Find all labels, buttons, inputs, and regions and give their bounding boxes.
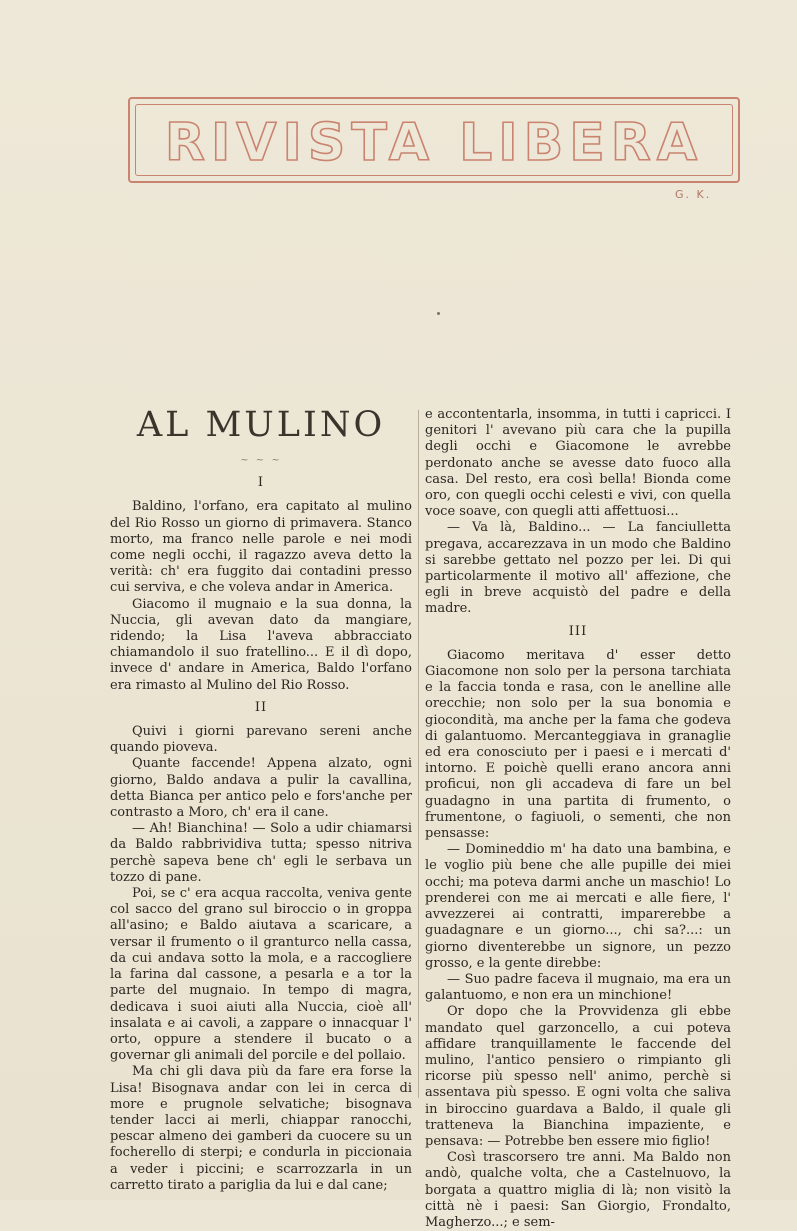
right-column [425, 407, 731, 1231]
paragraph: — Ah! Bianchina! — Solo a udir chiamarsi da Baldo rabbrividiva tutta; spesso nitriva perchè sapeva bene ch' egli le serbava un tozzo di pane. [110, 821, 412, 885]
paragraph: Ma chi gli dava più da fare era forse la Lisa! Bisognava andar con lei in cerca di more e prugnole selvatiche; bisognava tender lacci ai merli, chiappar ranocchi, pescar almeno dei gamberi da cuocere su un focherello di sterpi; e condurla in piccionaia a veder i piccini; e scarrozzarla in un carretto tirato a pariglia da lui e dal cane; [110, 1064, 412, 1193]
left-column [110, 405, 412, 1194]
page-mark [437, 312, 440, 315]
paragraph: — Va là, Baldino... — La fanciulletta pregava, accarezzava in un modo che Baldino si sarebbe gettato nel pozzo per lei. Di qui particolarmente il motivo all' affezione, che egli in breve acquistò del padre e della madre. [425, 520, 731, 617]
artist-initials: G. K. [675, 188, 712, 201]
paragraph: Quante faccende! Appena alzato, ogni giorno, Baldo andava a pulir la cavallina, detta Bianca per antico pelo e fors'anche per contrasto a Moro, ch' era il cane. [110, 756, 412, 821]
header-banner [128, 97, 740, 183]
paragraph: Baldino, l'orfano, era capitato al mulino del Rio Rosso un giorno di primavera. Stanco morto, ma franco nelle parole e nei modi come negli occhi, il ragazzo aveva detto la verità: ch' era fuggito dai contadini presso cui serviva, e che voleva andar in America. [110, 499, 412, 596]
paragraph: — Suo padre faceva il mugnaio, ma era un galantuomo, e non era un minchione! [425, 971, 731, 1004]
paragraph: Giacomo il mugnaio e la sua donna, la Nuccia, gli avevan dato da mangiare, ridendo; la Lisa l'aveva abbracciato chiamandolo il suo fratellino... E il dì dopo, invece d' andare in America, Baldo l'orfano era rimasto al Mulino del Rio Rosso. [110, 596, 412, 693]
paragraph: — Domineddio m' ha dato una bambina, e le voglio più bene che alle pupille dei miei occhi; ma poteva darmi anche un maschio! Lo prenderei con me ai mercati e alle fiere, l' avvezzerei ai contratti, imparerebbe a guadagnare e un giorno..., chi sa?...: un giorno diventerebbe un signore, un pezzo grosso, e la gente direbbe: [425, 842, 731, 971]
paragraph: Così trascorsero tre anni. Ma Baldo non andò, qualche volta, che a Castelnuovo, la borgata a quattro miglia di là; non visitò la città nè i paesi: San Giorgio, Frondalto, Magherzo...; e sem- [425, 1150, 731, 1230]
paragraph: Or dopo che la Provvidenza gli ebbe mandato quel garzoncello, a cui poteva affidare tranquillamente le faccende del mulino, l'antico pensiero o rimpianto gli ricorse più spesso nell' animo, perchè si assentava più spesso. E ogni volta che saliva in biroccino guardava a Baldo, il quale gli tratteneva la Bianchina impaziente, e pensava: — Potrebbe ben essere mio figlio! [425, 1004, 731, 1149]
section-numeral-2: II [254, 699, 268, 715]
title-ornament: ~ ~ ~ [240, 455, 282, 466]
banner-title: RIVISTA LIBERA [164, 113, 704, 173]
article-title: AL MULINO [136, 405, 386, 445]
paragraph: Giacomo meritava d' esser detto Giacomone non solo per la persona tarchiata e la faccia tonda e rasa, con le anelline alle orecchie; non solo per la sua bonomia e giocondità, ma anche per la fama che godeva di galantuomo. Mercanteggiava in granaglie ed era conosciuto per i paesi e i mercati d' intorno. E poichè quelli erano ancora anni proficui, non gli accadeva di fare un bel guadagno in una partita di frumento, o frumentone, o fagiuoli, o sementi, che non pensasse: [425, 647, 731, 842]
paragraph-continuation: e accontentarla, insomma, in tutti i capricci. I genitori l' avevano più cara che la pupilla degli occhi e Giacomone le avrebbe perdonato anche se avesse dato fuoco alla casa. Del resto, era così bella! Bionda come oro, con quegli occhi celesti e vivi, con quella voce soave, con quegli atti affettuosi... [425, 407, 731, 520]
paragraph: Poi, se c' era acqua raccolta, veniva gente col sacco del grano sul biroccio o in groppa all'asino; e Baldo aiutava a scaricare, a versar il frumento o il granturco nella cassa, da cui andava sotto la mola, e a raccogliere la farina dal cassone, a pesarla e a tor la parte del mugnaio. In tempo di magra, dedicava i suoi aiuti alla Nuccia, cioè all' insalata e ai cavoli, a zappare o innacquar l' orto, oppure a stendere il bucato o a governar gli animali del porcile e del pollaio. [110, 886, 412, 1064]
section-numeral-3: III [568, 623, 588, 639]
section-numeral-1: I [257, 475, 265, 491]
paragraph: Quivi i giorni parevano sereni anche quando pioveva. [110, 724, 412, 756]
column-divider [418, 410, 419, 1098]
